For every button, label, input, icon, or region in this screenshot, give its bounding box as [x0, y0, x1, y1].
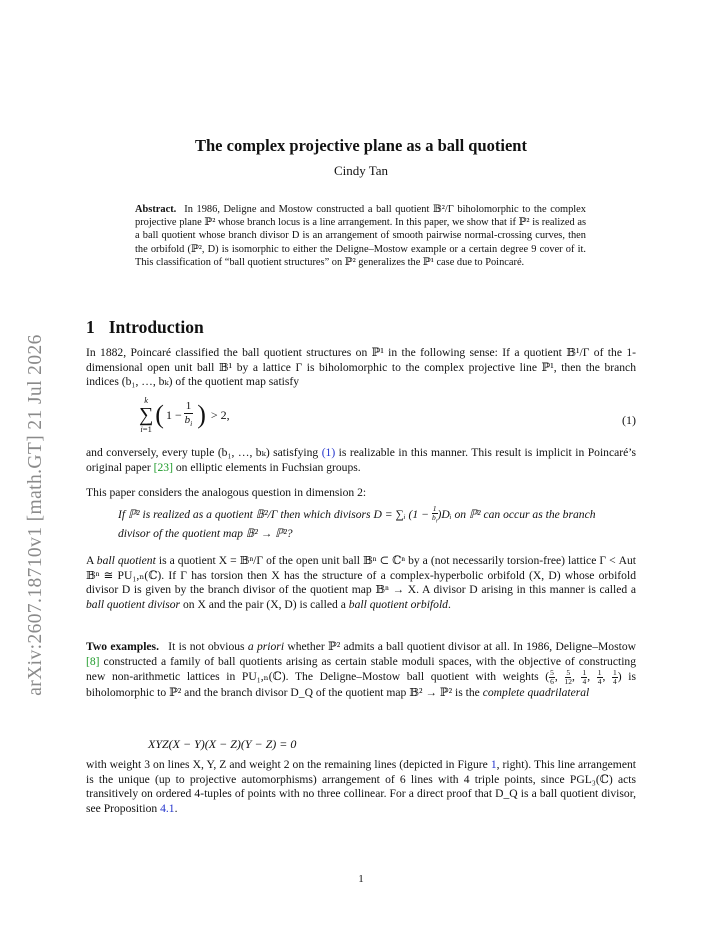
paper-author: Cindy Tan: [333, 163, 389, 178]
equation-number: (1): [622, 413, 636, 427]
abstract-label: Abstract.: [135, 204, 177, 215]
term-ball-quotient: ball quotient: [96, 554, 156, 567]
question-part-2: )Dᵢ on ℙ² can occur as the branch divisor of the quotient map 𝔹² → ℙ²?: [118, 507, 596, 540]
eq-one-minus: 1 −: [165, 407, 182, 422]
section-number: 1: [86, 317, 95, 337]
citation-link-23[interactable]: [23]: [153, 460, 173, 474]
fraction-one-over-bi: $\frac{1}{b_i}$: [184, 399, 193, 429]
text-fragment: ) is biholomorphic to ℙ² and the branch divisor D_Q of the quotient map 𝔹² → ℙ² is the: [86, 670, 637, 700]
arxiv-sidebar: [22, 315, 50, 715]
conversely-paragraph: [86, 446, 636, 475]
term-ball-quotient-orbifold: ball quotient orbifold: [348, 597, 448, 611]
proposition-ref-link[interactable]: 4.1: [160, 801, 175, 815]
text-fragment: constructed a family of ball quotients arising as certain stable moduli spaces, with the objective of constructing new non-arithmetic lattices in PU₁,ₙ(ℂ). The Deligne–Mostow ball quotient with weights (: [86, 654, 637, 684]
weights-fractions: $\frac{5}{6}$ , $\frac{5}{12}$ , $\frac{1}{4}$ , $\frac{1}{4}$ , $\frac{1}{4}$: [550, 668, 617, 687]
equation-1: [86, 396, 636, 442]
abstract-body: In 1986, Deligne and Mostow constructed a ball quotient 𝔹²/Γ biholomorphic to the complex projective plane ℙ² whose branch locus is a line arrangement. In this paper, we show that if ℙ² is realized as a ball quotient whose branch divisor D is an arrangement of smooth pairwise normal-crossing curves, then the orbifold (ℙ², D) is isomorphic to either the Deligne–Mostow example or a certain degree 9 cover of it. This classification of “ball quotient structures” on ℙ² generalizes the ℙ¹ case due to Poincaré.: [135, 204, 586, 268]
question-fraction: $\frac{1}{b_i}$: [432, 504, 438, 525]
text-fragment: is realizable in this manner. This result is implicit in Poincaré’s original paper: [86, 446, 636, 474]
paragraph-heading: Two examples.: [86, 640, 159, 653]
definition-paragraph: [86, 554, 636, 612]
eq-greater-than-two: > 2,: [207, 407, 230, 422]
paren-right: ): [197, 400, 206, 429]
paren-left: (: [155, 400, 164, 429]
term-complete-quadrilateral: complete quadrilateral: [482, 686, 590, 700]
summation-symbol: k ∑ i=1: [139, 395, 154, 434]
text-fragment: on elliptic elements in Fuchsian groups.: [175, 460, 361, 474]
analog-sentence: This paper considers the analogous question in dimension 2:: [86, 486, 367, 499]
citation-link-8[interactable]: [8]: [86, 654, 100, 668]
section-heading: [86, 317, 204, 338]
arxiv-identifier: arXiv:2607.18710v1 [math.GT] 21 Jul 2026: [25, 334, 46, 696]
text-fragment: is a quotient X = 𝔹ⁿ/Γ of the open unit ball 𝔹ⁿ ⊂ ℂⁿ by a (not necessarily torsion-free) lattice Γ < Aut 𝔹ⁿ ≅ PU₁,ₙ(ℂ). If Γ has torsion then X has the structure of a complex-hyperbolic orbifold (X, D) whose orbifold divisor D is given by the branch divisor of the quotient map 𝔹ⁿ → X. A divisor D arising in this manner is called a: [86, 554, 637, 597]
text-fragment: on X and the pair (X, D) is called a: [182, 597, 346, 611]
term-a-priori: a priori: [247, 640, 285, 653]
quadrilateral-equation: XYZ(X − Y)(X − Z)(Y − Z) = 0: [148, 737, 297, 751]
question-part-1: If ℙ² is realized as a quotient 𝔹²/Γ then which divisors D = ∑ᵢ (1 −: [118, 507, 429, 521]
two-examples-paragraph: [86, 640, 636, 701]
text-fragment: whether ℙ² admits a ball quotient divisor at all. In 1986, Deligne–Mostow: [287, 640, 637, 653]
intro-paragraph: In 1882, Poincaré classified the ball quotient structures on ℙ¹ in the following sense: If a quotient 𝔹¹/Γ of the 1-dimensional open unit ball 𝔹¹ by a lattice Γ is biholomorphic to the complex projective line ℙ¹, then the branch indices (b₁, …, bₖ) of the quotient map satisfy: [86, 346, 636, 389]
main-question: [118, 505, 618, 541]
section-title: Introduction: [108, 317, 204, 337]
term-ball-quotient-divisor: ball quotient divisor: [86, 597, 181, 611]
text-fragment: , right). This line arrangement is the unique (up to projective automorphisms) arrangement of 6 lines with 4 triple points, since PGL₃(ℂ) acts transitively on ordered 4-tuples of points with no three collinear. For a direct proof that D_Q is a ball quotient divisor, see Proposition: [86, 758, 636, 815]
abstract: [135, 203, 586, 269]
equation-ref-link[interactable]: (1): [321, 446, 336, 459]
paper-title: The complex projective plane as a ball quotient: [195, 136, 527, 155]
text-fragment: A: [86, 554, 94, 567]
final-paragraph: [86, 758, 636, 816]
text-fragment: and conversely, every tuple (b₁, …, bₖ) satisfying: [86, 446, 319, 459]
text-fragment: .: [447, 597, 451, 611]
equation-1-expression: [139, 396, 230, 434]
text-fragment: with weight 3 on lines X, Y, Z and weight 2 on the remaining lines (depicted in Figure: [86, 758, 488, 771]
text-fragment: .: [174, 801, 178, 815]
page-number: 1: [358, 873, 364, 885]
figure-ref-link[interactable]: 1: [490, 758, 497, 771]
text-fragment: It is not obvious: [168, 640, 245, 653]
